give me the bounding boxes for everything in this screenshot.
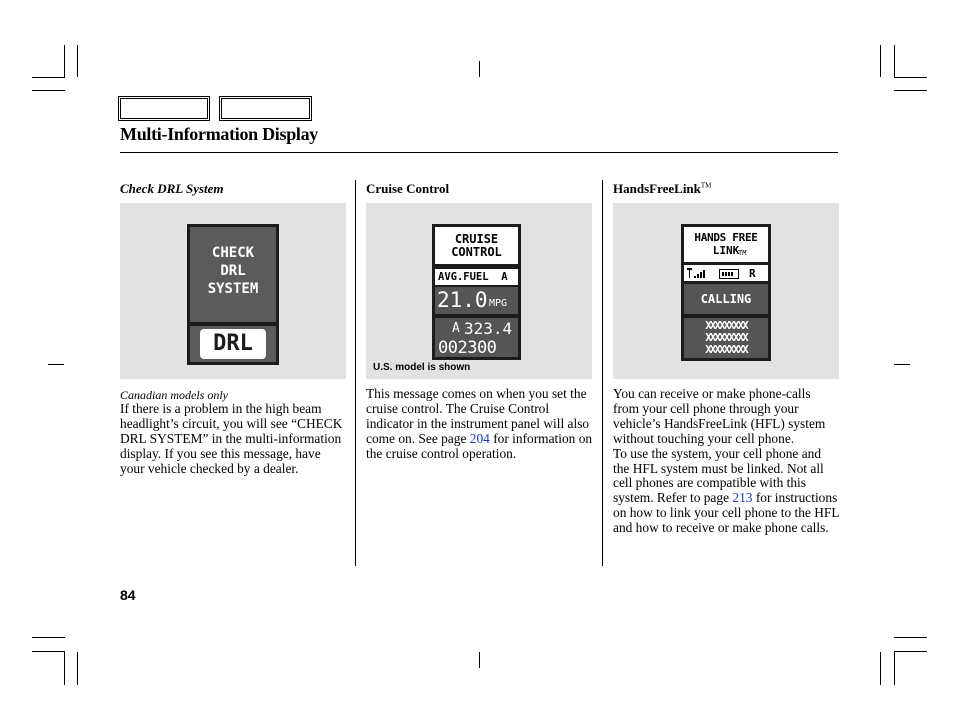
trip-label: A: [452, 321, 460, 336]
hfl-pattern-row-2: XXXXXXXXX: [705, 331, 747, 344]
page-link-204[interactable]: 204: [469, 430, 490, 446]
drl-display: [187, 224, 279, 365]
page-link-213[interactable]: 213: [732, 490, 753, 506]
us-model-caption: U.S. model is shown: [373, 362, 471, 373]
hfl-paragraph-2: [613, 447, 839, 536]
drl-line-3: SYSTEM: [207, 281, 259, 297]
drl-display-panel: [120, 203, 346, 379]
cruise-line-1: CRUISE: [454, 232, 499, 246]
hfl-body-2-end: for instructions on how to link your cell phone to the HFL and how to receive or make phone calls.: [613, 490, 839, 536]
page-number: 84: [120, 587, 136, 603]
hfl-heading-text: HandsFreeLink: [613, 181, 701, 196]
section-tab-1[interactable]: [118, 96, 210, 121]
hfl-paragraph-1: You can receive or make phone-calls from your cell phone through your vehicle’s HandsFreeLink (HFL) system without touching your cell phone.: [613, 386, 826, 446]
signal-icon: [687, 268, 711, 279]
column-divider-2: [602, 180, 603, 566]
hfl-body-2-start: To use the system, your cell phone and the HFL system must be linked. Not all cell phones are compatible with this system. Refer to page: [613, 445, 824, 506]
drl-indicator: DRL: [200, 329, 266, 359]
hfl-tm: TM: [738, 249, 747, 257]
drl-body-text: If there is a problem in the high beam headlight’s circuit, you will see “CHECK DRL SYSTEM” in the multi-information display. If you see this message, have your vehicle checked by a dealer.: [120, 401, 343, 476]
canadian-models-note: Canadian models only: [120, 388, 228, 402]
drl-line-2: DRL: [220, 263, 246, 279]
column-divider-1: [355, 180, 356, 566]
cruise-display-panel: [366, 203, 592, 379]
hfl-pattern-row-3: XXXXXXXXX: [705, 343, 747, 356]
header-rule: [120, 152, 838, 153]
cruise-body-text: [366, 387, 596, 462]
hfl-display: [681, 224, 771, 361]
hfl-line-2: LINK: [712, 244, 740, 257]
odometer-value: 002300: [438, 338, 497, 358]
column-heading-drl: Check DRL System: [120, 181, 224, 196]
cruise-display: [432, 224, 521, 360]
fuel-economy-value: 21.0: [437, 288, 488, 312]
column-heading-hfl: [613, 181, 711, 197]
page-title: Multi-Information Display: [120, 124, 319, 144]
battery-icon: [719, 269, 739, 279]
fuel-unit: MPG: [489, 298, 508, 309]
cruise-body-start: This message comes on when you set the cruise control. The Cruise Control indicator in the instrument panel will also come on. See page: [366, 386, 590, 446]
calling-message: CALLING: [700, 292, 752, 306]
hfl-pattern-row-1: XXXXXXXXX: [705, 319, 747, 332]
cruise-body-end: for information on the cruise control operation.: [366, 430, 593, 461]
hfl-display-panel: [613, 203, 839, 379]
avg-fuel-label: AVG.FUEL A: [438, 271, 508, 283]
roaming-indicator: R: [749, 267, 756, 280]
trademark-mark: TM: [700, 181, 712, 190]
trip-meter-value: 323.4: [464, 319, 513, 338]
drl-line-1: CHECK: [211, 245, 255, 261]
column-heading-cruise: Cruise Control: [366, 181, 450, 196]
section-tab-2[interactable]: [219, 96, 312, 121]
hfl-body-text: [613, 387, 839, 536]
hfl-line-1: HANDS FREE: [694, 231, 758, 244]
cruise-line-2: CONTROL: [451, 245, 502, 259]
